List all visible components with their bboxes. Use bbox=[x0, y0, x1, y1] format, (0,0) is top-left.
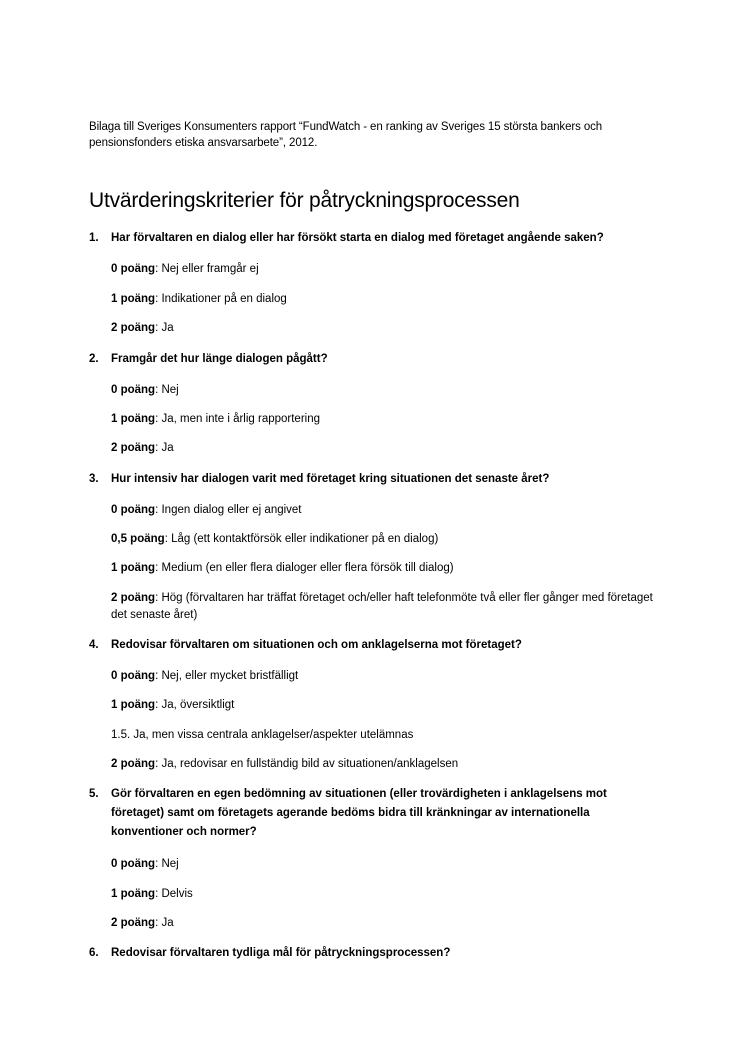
answer-description: : Ja, översiktligt bbox=[155, 699, 235, 711]
answer-option bbox=[111, 502, 656, 519]
answer-option bbox=[111, 261, 656, 278]
answer-description: : Ja, men inte i årlig rapportering bbox=[155, 413, 321, 425]
question-text: Hur intensiv har dialogen varit med företaget kring situationen det senaste året? bbox=[111, 473, 550, 485]
question-text: Redovisar förvaltaren om situationen och om anklagelserna mot företaget? bbox=[111, 639, 522, 651]
question-text: Gör förvaltaren en egen bedömning av situationen (eller trovärdigheten i anklagelsens mot företaget) samt om företagets agerande bedöms bidra till kränkningar av internationella konventioner och normer? bbox=[111, 788, 607, 838]
page-title: Utvärderingskriterier för påtryckningsprocessen bbox=[89, 189, 520, 212]
answer-description: : Ja bbox=[155, 322, 174, 334]
answer-description: : Ingen dialog eller ej angivet bbox=[155, 504, 302, 516]
points-label: 2 poäng bbox=[111, 322, 156, 334]
question-number: 6. bbox=[89, 947, 99, 959]
question-text: Redovisar förvaltaren tydliga mål för påtryckningsprocessen? bbox=[111, 947, 451, 959]
answer-description: : Ja, redovisar en fullständig bild av situationen/anklagelsen bbox=[155, 758, 459, 770]
question-number: 1. bbox=[89, 232, 99, 244]
answer-option bbox=[111, 560, 656, 577]
question-number: 2. bbox=[89, 353, 99, 365]
answer-description: : Ja bbox=[155, 917, 174, 929]
question-4 bbox=[89, 636, 649, 655]
answer-option bbox=[111, 915, 656, 932]
answer-description: : Nej, eller mycket bristfälligt bbox=[155, 670, 299, 682]
answer-option bbox=[111, 886, 656, 903]
question-2 bbox=[89, 350, 649, 369]
points-label: 1 poäng bbox=[111, 293, 156, 305]
answer-description: : Nej bbox=[155, 858, 179, 870]
answer-option bbox=[111, 411, 656, 428]
answer-description: : Indikationer på en dialog bbox=[155, 293, 287, 305]
answer-description: : Nej eller framgår ej bbox=[155, 263, 259, 275]
question-number: 5. bbox=[89, 788, 99, 800]
answer-description: : Delvis bbox=[155, 888, 193, 900]
answer-option bbox=[111, 320, 656, 337]
points-label: 2 poäng bbox=[111, 442, 156, 454]
answer-option bbox=[111, 668, 656, 685]
answer-option bbox=[111, 291, 656, 308]
points-label: 2 poäng bbox=[111, 592, 156, 604]
question-6 bbox=[89, 944, 649, 963]
points-label: 1 poäng bbox=[111, 699, 156, 711]
points-label: 2 poäng bbox=[111, 758, 156, 770]
points-label: 1 poäng bbox=[111, 413, 156, 425]
question-3 bbox=[89, 470, 649, 489]
answer-description: : Nej bbox=[155, 384, 179, 396]
question-text: Har förvaltaren en dialog eller har försökt starta en dialog med företaget angående saken? bbox=[111, 232, 604, 244]
answer-option bbox=[111, 440, 656, 457]
answer-option bbox=[111, 727, 656, 744]
question-number: 4. bbox=[89, 639, 99, 651]
question-5 bbox=[89, 785, 649, 842]
answer-option bbox=[111, 697, 656, 714]
answer-option bbox=[111, 590, 656, 624]
question-1 bbox=[89, 229, 649, 248]
points-label: 1 poäng bbox=[111, 888, 156, 900]
points-label: 0 poäng bbox=[111, 858, 156, 870]
points-label: 1 poäng bbox=[111, 562, 156, 574]
question-text: Framgår det hur länge dialogen pågått? bbox=[111, 353, 328, 365]
points-label: 2 poäng bbox=[111, 917, 156, 929]
answer-description: : Medium (en eller flera dialoger eller flera försök till dialog) bbox=[155, 562, 454, 574]
question-number: 3. bbox=[89, 473, 99, 485]
answer-option bbox=[111, 756, 656, 773]
answer-option bbox=[111, 856, 656, 873]
points-label: 0,5 poäng bbox=[111, 533, 165, 545]
answer-option bbox=[111, 382, 656, 399]
answer-description: 1.5. Ja, men vissa centrala anklagelser/aspekter utelämnas bbox=[111, 729, 414, 741]
answer-option bbox=[111, 531, 656, 548]
intro-text: Bilaga till Sveriges Konsumenters rapport “FundWatch - en ranking av Sveriges 15 största bankers och pensionsfonders etiska ansvarsarbete”, 2012. bbox=[89, 121, 603, 149]
answer-description: : Hög (förvaltaren har träffat företaget och/eller haft telefonmöte två eller fler gånger med företaget det senaste året) bbox=[111, 592, 653, 621]
answer-description: : Låg (ett kontaktförsök eller indikationer på en dialog) bbox=[164, 533, 439, 545]
points-label: 0 poäng bbox=[111, 384, 156, 396]
answer-description: : Ja bbox=[155, 442, 174, 454]
points-label: 0 poäng bbox=[111, 263, 156, 275]
points-label: 0 poäng bbox=[111, 670, 156, 682]
points-label: 0 poäng bbox=[111, 504, 156, 516]
